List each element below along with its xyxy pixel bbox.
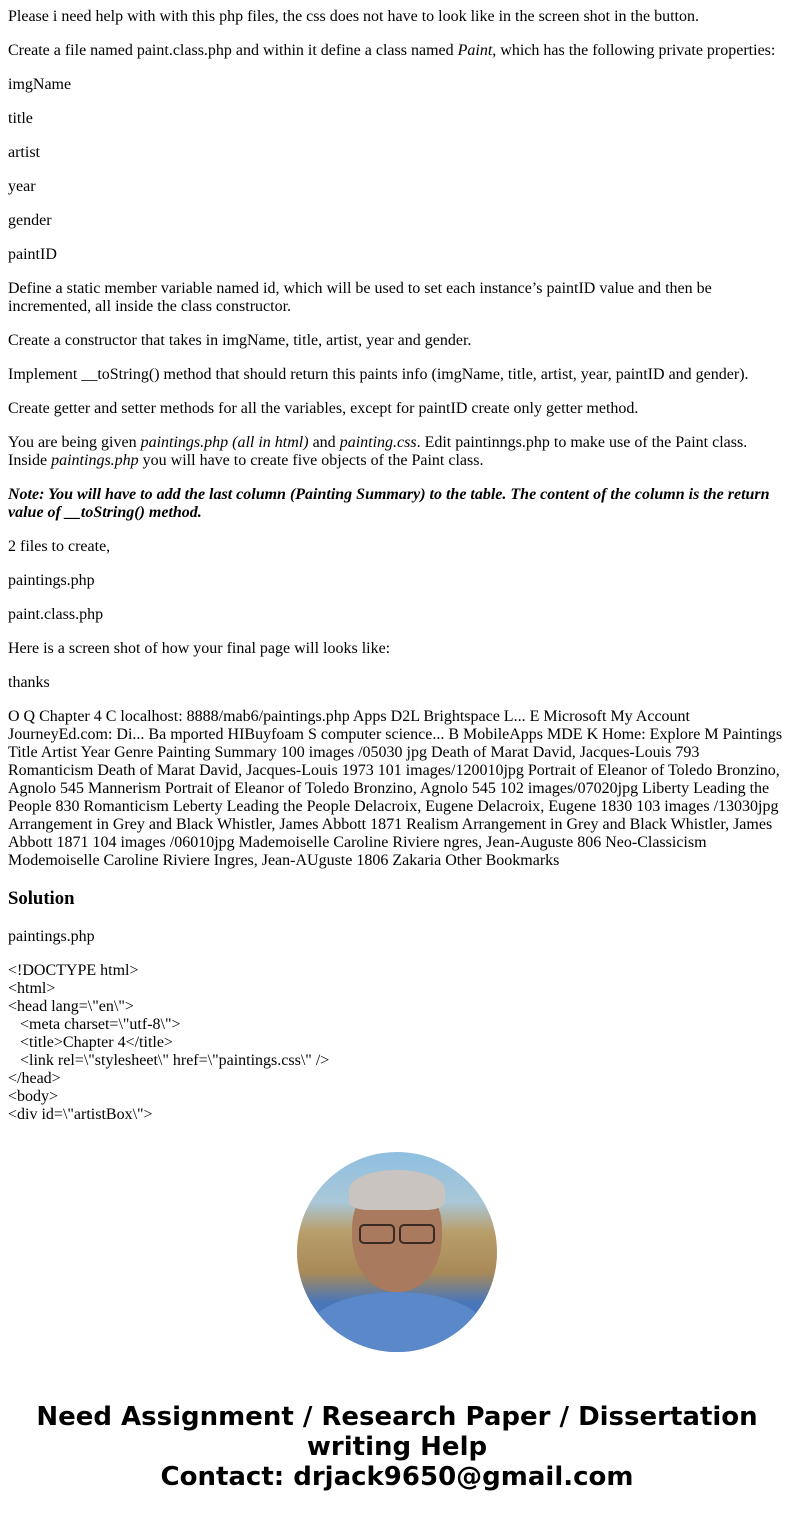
note: Note: You will have to add the last column (Painting Summary) to the table. The content of the column is the return value of __toString() method. [8, 486, 770, 521]
contact-line: Contact: drjack9650@gmail.com [160, 1462, 634, 1492]
property-item: year [8, 178, 36, 195]
solution-code: <!DOCTYPE html> <html> <head lang=\"en\"> <meta charset=\"utf-8\"> <title>Chapter 4</title> <link rel=\"stylesheet\" href=\"paintings.css\" /> </head> <body> <div id=\"artistBox\"> [8, 962, 330, 1123]
file-item: paint.class.php [8, 606, 104, 623]
help-line: Need Assignment / Research Paper / Dissertation writing Help [36, 1402, 758, 1462]
screenshot-ocr-text: O Q Chapter 4 C localhost: 8888/mab6/paintings.php Apps D2L Brightspace L... E Microsoft My Account JourneyEd.com: Di... Ba mported HIBuyfoam S computer science... B MobileApps MDE K Home: Explore M Paintings Title Artist Year Genre Painting Summary 100 images /05030 jpg Death of Marat David, Jacques-Louis 793 Romanticism Death of Marat David, Jacques-Louis 1973 101 images/120010jpg Portrait of Eleanor of Toledo Bronzino, Agnolo 545 Mannerism Portrait of Eleanor of Toledo Bronzino, Agnolo 545 102 images/07020jpg Liberty Leading the People 830 Romanticism Leberty Leading the People Delacroix, Eugene Delacroix, Eugene 1830 103 images /13030jpg Arrangement in Grey and Black Whistler, James Abbott 1871 Realism Arrangement in Grey and Black Whistler, James Abbott 1871 104 images /06010jpg Mademoiselle Caroline Riviere ngres, Jean-Auguste 806 Neo-Classicism Modemoiselle Caroline Riviere Ingres, Jean-AUguste 1806 Zakaria Other Bookmarks [8, 708, 783, 869]
property-item: imgName [8, 76, 72, 93]
files-intro: 2 files to create, [8, 538, 111, 555]
solution-heading: Solution [8, 888, 75, 909]
given-files-instruction: You are being given paintings.php (all in html) and painting.css. Edit paintinngs.php to make use of the Paint class. Inside paintings.php you will have to create five objects of the Paint class. [8, 434, 748, 469]
glasses-icon [359, 1224, 435, 1242]
getter-instruction: Create getter and setter methods for all the variables, except for paintID create only getter method. [8, 400, 639, 417]
constructor-instruction: Create a constructor that takes in imgName, title, artist, year and gender. [8, 332, 472, 349]
screenshot-intro: Here is a screen shot of how your final page will looks like: [8, 640, 391, 657]
property-item: gender [8, 212, 52, 229]
solution-filename: paintings.php [8, 928, 95, 945]
thanks-text: thanks [8, 674, 50, 691]
static-id-instruction: Define a static member variable named id, which will be used to set each instance’s paintID value and then be incremented, all inside the class constructor. [8, 280, 712, 315]
intro-text: Please i need help with with this php files, the css does not have to look like in the screen shot in the button. [8, 8, 699, 25]
class-instruction: Create a file named paint.class.php and within it define a class named Paint, which has the following private properties: [8, 42, 776, 59]
property-item: artist [8, 144, 40, 161]
property-item: paintID [8, 246, 57, 263]
tostring-instruction: Implement __toString() method that should return this paints info (imgName, title, artist, year, paintID and gender). [8, 366, 749, 383]
author-photo [297, 1152, 497, 1352]
file-item: paintings.php [8, 572, 95, 589]
contact-banner [8, 1402, 786, 1492]
property-item: title [8, 110, 33, 127]
